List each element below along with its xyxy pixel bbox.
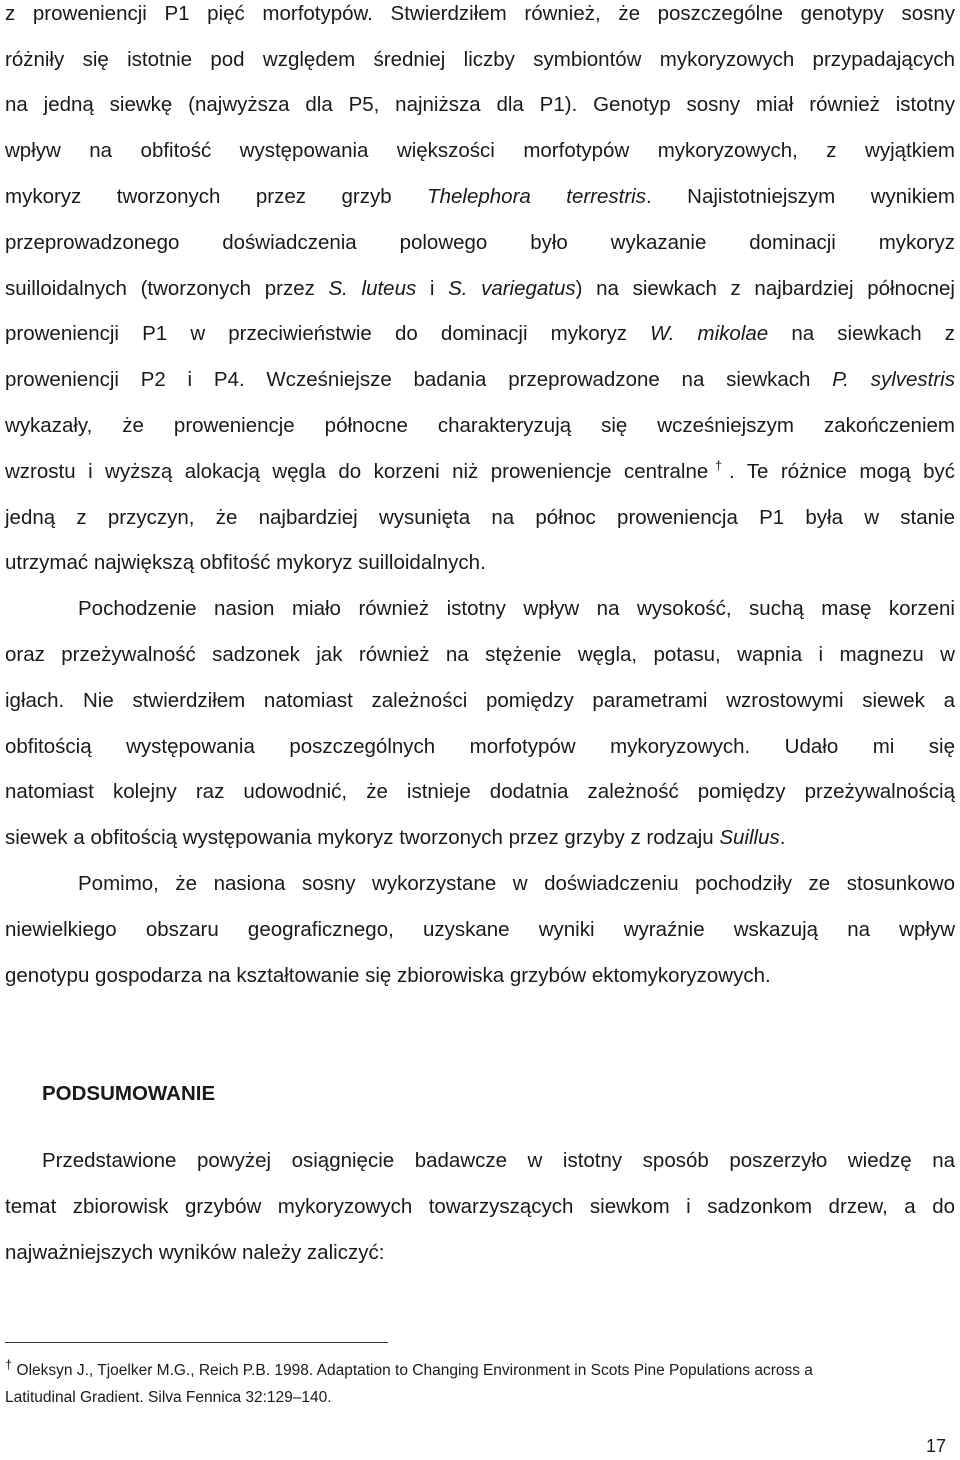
body-line: na jedną siewkę (najwyższa dla P5, najniższa dla P1). Genotyp sosny miał również istotny (5, 93, 955, 116)
species-name: S. variegatus (448, 277, 576, 300)
section-heading: PODSUMOWANIE (42, 1082, 216, 1105)
body-line: wpływ na obfitość występowania większości morfotypów mykoryzowych, z wyjątkiem (5, 139, 955, 162)
body-line: przeprowadzonego doświadczenia polowego było wykazanie dominacji mykoryz (5, 231, 955, 254)
body-line: utrzymać największą obfitość mykoryz suilloidalnych. (5, 551, 486, 574)
page-number: 17 (926, 1436, 947, 1456)
text-run: . (779, 826, 786, 849)
text-run: proweniencji P2 i P4. Wcześniejsze badania przeprowadzone na siewkach (5, 368, 833, 391)
text-run: siewek a obfitością występowania mykoryz tworzonych przez grzyby z rodzaju (5, 826, 720, 849)
text-run: i (416, 277, 449, 300)
body-line (5, 320, 955, 348)
body-line (5, 458, 955, 486)
footnote-marker[interactable]: † (708, 458, 730, 474)
body-line: Przedstawione powyżej osiągnięcie badawcze w istotny sposób poszerzyło wiedzę na (42, 1149, 955, 1172)
body-line: najważniejszych wyników należy zaliczyć: (5, 1241, 385, 1264)
body-line: niewielkiego obszaru geograficznego, uzyskane wyniki wyraźnie wskazują na wpływ (5, 918, 955, 941)
body-line: genotypu gospodarza na kształtowanie się zbiorowiska grzybów ektomykoryzowych. (5, 964, 771, 987)
body-line: oraz przeżywalność sadzonek jak również na stężenie węgla, potasu, wapnia i magnezu w (5, 643, 955, 666)
species-name: Thelephora terrestris (427, 185, 646, 208)
body-line (5, 183, 955, 211)
footnote-text: Oleksyn J., Tjoelker M.G., Reich P.B. 1998. Adaptation to Changing Environment in Scots Pine Populations across a (12, 1362, 813, 1379)
species-name: P. sylvestris (832, 368, 955, 391)
body-line: Pochodzenie nasion miało również istotny wpływ na wysokość, suchą masę korzeni (78, 597, 955, 620)
body-line: obfitością występowania poszczególnych morfotypów mykoryzowych. Udało mi się (5, 735, 955, 758)
body-line: temat zbiorowisk grzybów mykoryzowych towarzyszących siewkom i sadzonkom drzew, a do (5, 1195, 955, 1218)
genus-name: Suillus (719, 826, 780, 849)
text-run: proweniencji P1 w przeciwieństwie do dominacji mykoryz (5, 322, 651, 345)
text-run: mykoryz tworzonych przez grzyb (5, 185, 428, 208)
footnote-divider (5, 1342, 388, 1343)
body-line: wykazały, że proweniencje północne charakteryzują się wcześniejszym zakończeniem (5, 414, 955, 437)
body-line (5, 366, 955, 394)
body-line: Pomimo, że nasiona sosny wykorzystane w doświadczeniu pochodziły ze stosunkowo (78, 872, 955, 895)
footnote-continuation: Latitudinal Gradient. Silva Fennica 32:129–140. (5, 1389, 332, 1406)
species-name: S. luteus (328, 277, 417, 300)
text-run: wzrostu i wyższą alokacją węgla do korzeni niż proweniencje centralne (5, 460, 709, 483)
body-line: igłach. Nie stwierdziłem natomiast zależności pomiędzy parametrami wzrostowymi siewek a (5, 689, 955, 712)
species-name: W. mikolae (650, 322, 769, 345)
body-line (5, 824, 955, 852)
body-line: z proweniencji P1 pięć morfotypów. Stwierdziłem również, że poszczególne genotypy sosny (5, 2, 955, 25)
footnote (5, 1356, 813, 1381)
text-run: . Najistotniejszym wynikiem (646, 185, 956, 208)
body-line: różniły się istotnie pod względem średniej liczby symbiontów mykoryzowych przypadających (5, 48, 955, 71)
text-run: . Te różnice mogą być (729, 460, 955, 483)
body-line (5, 275, 955, 303)
text-run: na siewkach z (768, 322, 956, 345)
text-run: suilloidalnych (tworzonych przez (5, 277, 329, 300)
footnote-mark: † (5, 1356, 13, 1372)
body-line: natomiast kolejny raz udowodnić, że istnieje dodatnia zależność pomiędzy przeżywalnością (5, 780, 955, 803)
body-line: jedną z przyczyn, że najbardziej wysunięta na północ proweniencja P1 była w stanie (5, 506, 955, 529)
text-run: ) na siewkach z najbardziej północnej (575, 277, 955, 300)
